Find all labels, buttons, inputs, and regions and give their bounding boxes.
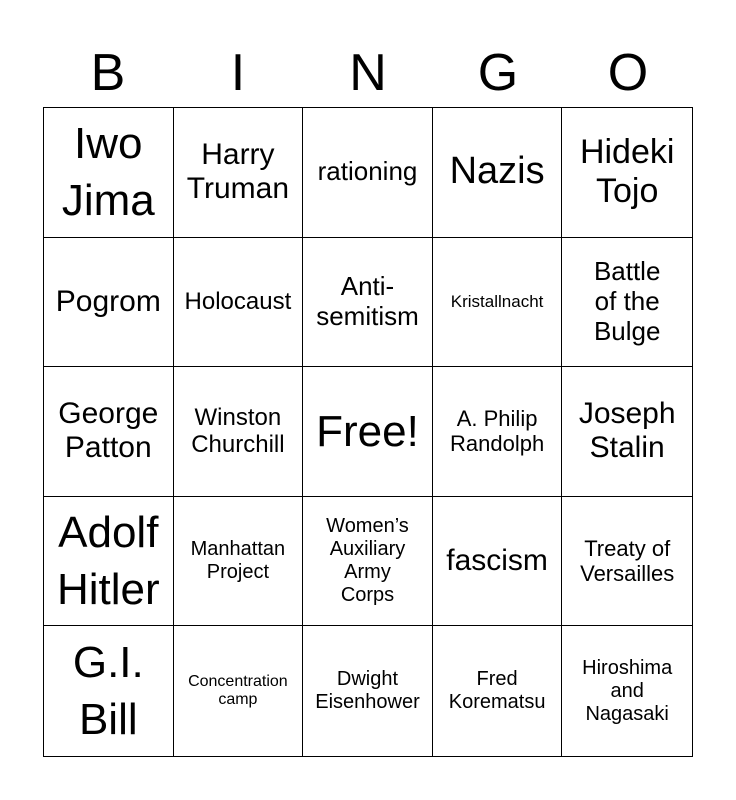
header-letter-i: I <box>230 44 246 102</box>
bingo-cell[interactable] <box>433 238 563 368</box>
cell-label: Fred Korematsu <box>448 668 546 714</box>
cell-label: George Patton <box>58 396 159 465</box>
cell-label: Adolf Hitler <box>56 507 160 615</box>
bingo-cell[interactable] <box>174 367 304 497</box>
cell-label: Hiroshima and Nagasaki <box>582 656 673 725</box>
bingo-cell[interactable] <box>562 497 692 627</box>
bingo-cell[interactable] <box>303 108 433 238</box>
cell-label: Kristallnacht <box>450 292 544 312</box>
bingo-cell[interactable] <box>562 367 692 497</box>
cell-label: Women’s Auxiliary Army Corps <box>326 515 409 607</box>
header-letter-b: B <box>90 44 126 102</box>
cell-label: Hideki Tojo <box>579 133 675 211</box>
cell-label: Joseph Stalin <box>578 396 676 465</box>
bingo-cell[interactable] <box>174 238 304 368</box>
cell-label: Pogrom <box>55 284 161 318</box>
bingo-cell[interactable] <box>303 497 433 627</box>
bingo-cell[interactable] <box>562 108 692 238</box>
bingo-cell[interactable] <box>562 238 692 368</box>
bingo-cell[interactable] <box>44 367 174 497</box>
cell-label: Manhattan Project <box>190 538 286 584</box>
bingo-cell[interactable] <box>44 238 174 368</box>
bingo-cell[interactable] <box>44 108 174 238</box>
bingo-cell[interactable] <box>433 626 563 756</box>
cell-label: Free! <box>316 406 419 456</box>
bingo-cell[interactable] <box>562 626 692 756</box>
bingo-cell[interactable] <box>174 626 304 756</box>
cell-label: Concentration camp <box>188 672 288 709</box>
cell-label: rationing <box>317 156 418 187</box>
bingo-cell[interactable] <box>433 497 563 627</box>
bingo-cell[interactable] <box>433 367 563 497</box>
bingo-cell[interactable] <box>303 626 433 756</box>
cell-label: Winston Churchill <box>191 403 285 459</box>
bingo-cell[interactable] <box>433 108 563 238</box>
cell-label: Harry Truman <box>186 137 290 206</box>
header-letter-g: G <box>477 44 519 102</box>
cell-label: Treaty of Versailles <box>580 535 675 587</box>
bingo-cell[interactable] <box>303 238 433 368</box>
header-letter-o: O <box>607 44 649 102</box>
cell-label: fascism <box>446 543 548 577</box>
bingo-cell[interactable] <box>44 626 174 756</box>
cell-label: Holocaust <box>184 288 292 316</box>
bingo-cell[interactable] <box>174 108 304 238</box>
cell-label: A. Philip Randolph <box>450 406 545 457</box>
cell-label: G.I. Bill <box>72 638 144 745</box>
cell-label: Battle of the Bulge <box>593 256 661 346</box>
bingo-cell[interactable] <box>44 497 174 627</box>
cell-label: Dwight Eisenhower <box>315 668 420 714</box>
header-letter-n: N <box>349 44 387 102</box>
free-space[interactable] <box>303 367 433 497</box>
cell-label: Nazis <box>449 150 545 193</box>
bingo-cell[interactable] <box>174 497 304 627</box>
cell-label: Iwo Jima <box>61 119 155 226</box>
bingo-board <box>43 107 693 757</box>
bingo-header <box>43 38 693 108</box>
cell-label: Anti- semitism <box>316 271 419 331</box>
